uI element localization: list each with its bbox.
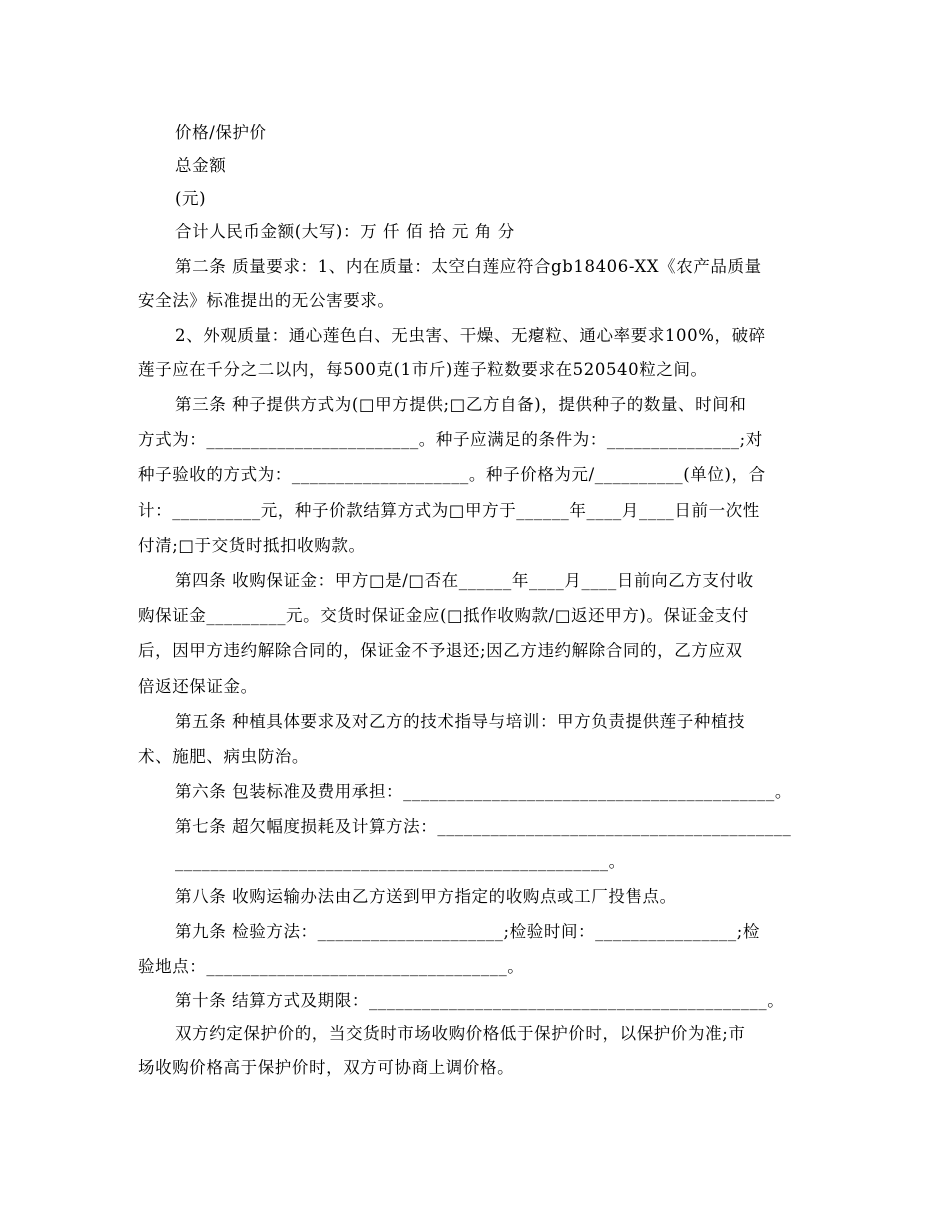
text-line: 方式为：________________________。种子应满足的条件为：_______________;对 [138, 430, 763, 449]
text-line: 第二条 质量要求：1、内在质量：太空白莲应符合gb18406-XX《农产品质量 [175, 257, 762, 276]
text-line: 第六条 包装标准及费用承担：__________________________________________。 [175, 782, 792, 801]
text-line: 第四条 收购保证金：甲方□是/□否在______年____月____日前向乙方支付收 [175, 571, 754, 590]
text-line: 场收购价格高于保护价时，双方可协商上调价格。 [138, 1058, 515, 1077]
text-line: 验地点：__________________________________。 [138, 957, 525, 976]
text-line: 倍返还保证金。 [138, 677, 258, 696]
text-line: 术、施肥、病虫防治。 [138, 747, 309, 766]
text-line: 计：__________元，种子价款结算方式为□甲方于______年____月____日前一次性 [138, 501, 760, 520]
text-line: 第五条 种植具体要求及对乙方的技术指导与培训：甲方负责提供莲子种植技 [175, 712, 746, 731]
text-line: 种子验收的方式为：____________________。种子价格为元/__________(单位)，合 [138, 465, 766, 484]
text-line: 莲子应在千分之二以内，每500克(1市斤)莲子粒数要求在520540粒之间。 [138, 360, 708, 379]
text-line: 第三条 种子提供方式为(□甲方提供;□乙方自备)，提供种子的数量、时间和 [175, 395, 747, 414]
text-line: 第八条 收购运输办法由乙方送到甲方指定的收购点或工厂投售点。 [175, 887, 677, 906]
text-line: 第十条 结算方式及期限：_____________________________________________。 [175, 991, 785, 1010]
text-line: 2、外观质量：通心莲色白、无虫害、干燥、无瘪粒、通心率要求100%，破碎 [175, 326, 766, 345]
text-line: _________________________________________________。 [175, 852, 626, 871]
text-line: 安全法》标准提出的无公害要求。 [138, 291, 395, 310]
text-line: (元) [175, 189, 207, 208]
text-line: 购保证金_________元。交货时保证金应(□抵作收购款/□返还甲方)。保证金支付 [138, 606, 750, 625]
text-line: 第九条 检验方法：_____________________;检验时间：________________;检 [175, 922, 761, 941]
text-line: 第七条 超欠幅度损耗及计算方法：________________________________________ [175, 817, 792, 836]
text-line: 付清;□于交货时抵扣收购款。 [138, 536, 366, 555]
text-line: 总金额 [175, 156, 227, 175]
text-line: 合计人民币金额(大写)：万 仟 佰 拾 元 角 分 [175, 222, 515, 241]
text-line: 后，因甲方违约解除合同的，保证金不予退还;因乙方违约解除合同的，乙方应双 [138, 641, 743, 660]
text-line: 双方约定保护价的，当交货时市场收购价格低于保护价时，以保护价为准;市 [175, 1024, 746, 1043]
text-line: 价格/保护价 [175, 123, 267, 142]
